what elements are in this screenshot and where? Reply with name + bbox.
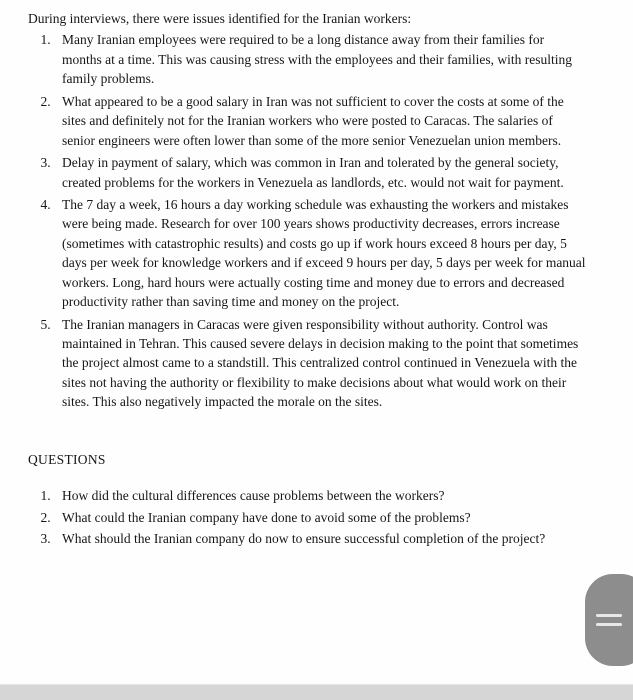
intro-paragraph: During interviews, there were issues identified for the Iranian workers: (28, 11, 412, 26)
list-item: 2. What could the Iranian company have done to avoid some of the problems? (54, 508, 587, 527)
list-item: 4. The 7 day a week, 16 hours a day working schedule was exhausting the workers and mistakes were being made. Research for over 100 years shows productivity decreases, errors increase (sometimes with catastrophic results) and costs go up if work hours exceed 8 hours per day, 5 days per week for knowledge workers and if exceed 9 hours per day, 5 days per week for manual workers. Long, hard hours were actually costing time and money due to errors and decreased productivity rather than saving time and money on the project. (54, 195, 587, 312)
list-item: 2. What appeared to be a good salary in Iran was not sufficient to cover the costs at some of the sites and definitely not for the Iranian workers who were posted to Caracas. The salaries of senior engineers were often lower than some of the more senior Venezuelan union members. (54, 92, 587, 150)
bottom-bar (0, 684, 633, 700)
issues-list (28, 30, 587, 411)
list-item: 3. What should the Iranian company do now to ensure successful completion of the project? (54, 529, 587, 548)
list-item: 5. The Iranian managers in Caracas were given responsibility without authority. Control was maintained in Tehran. This caused severe delays in decision making to the point that sometimes the project almost came to a standstill. This centralized control continued in Venezuela with the sites not having the authority or flexibility to make decisions about what would work on their sites. This also negatively impacted the morale on the sites. (54, 315, 587, 412)
list-item: 1. Many Iranian employees were required to be a long distance away from their families for months at a time. This was causing stress with the employees and their families, with resulting family problems. (54, 30, 587, 88)
drag-handle-icon (596, 608, 622, 632)
list-item: 1. How did the cultural differences cause problems between the workers? (54, 486, 587, 505)
list-item: 3. Delay in payment of salary, which was common in Iran and tolerated by the general society, created problems for the workers in Venezuela as landlords, etc. would not wait for payment. (54, 153, 587, 192)
questions-list (28, 486, 587, 548)
questions-heading: QUESTIONS (28, 451, 106, 467)
scroll-handle[interactable] (585, 574, 633, 666)
